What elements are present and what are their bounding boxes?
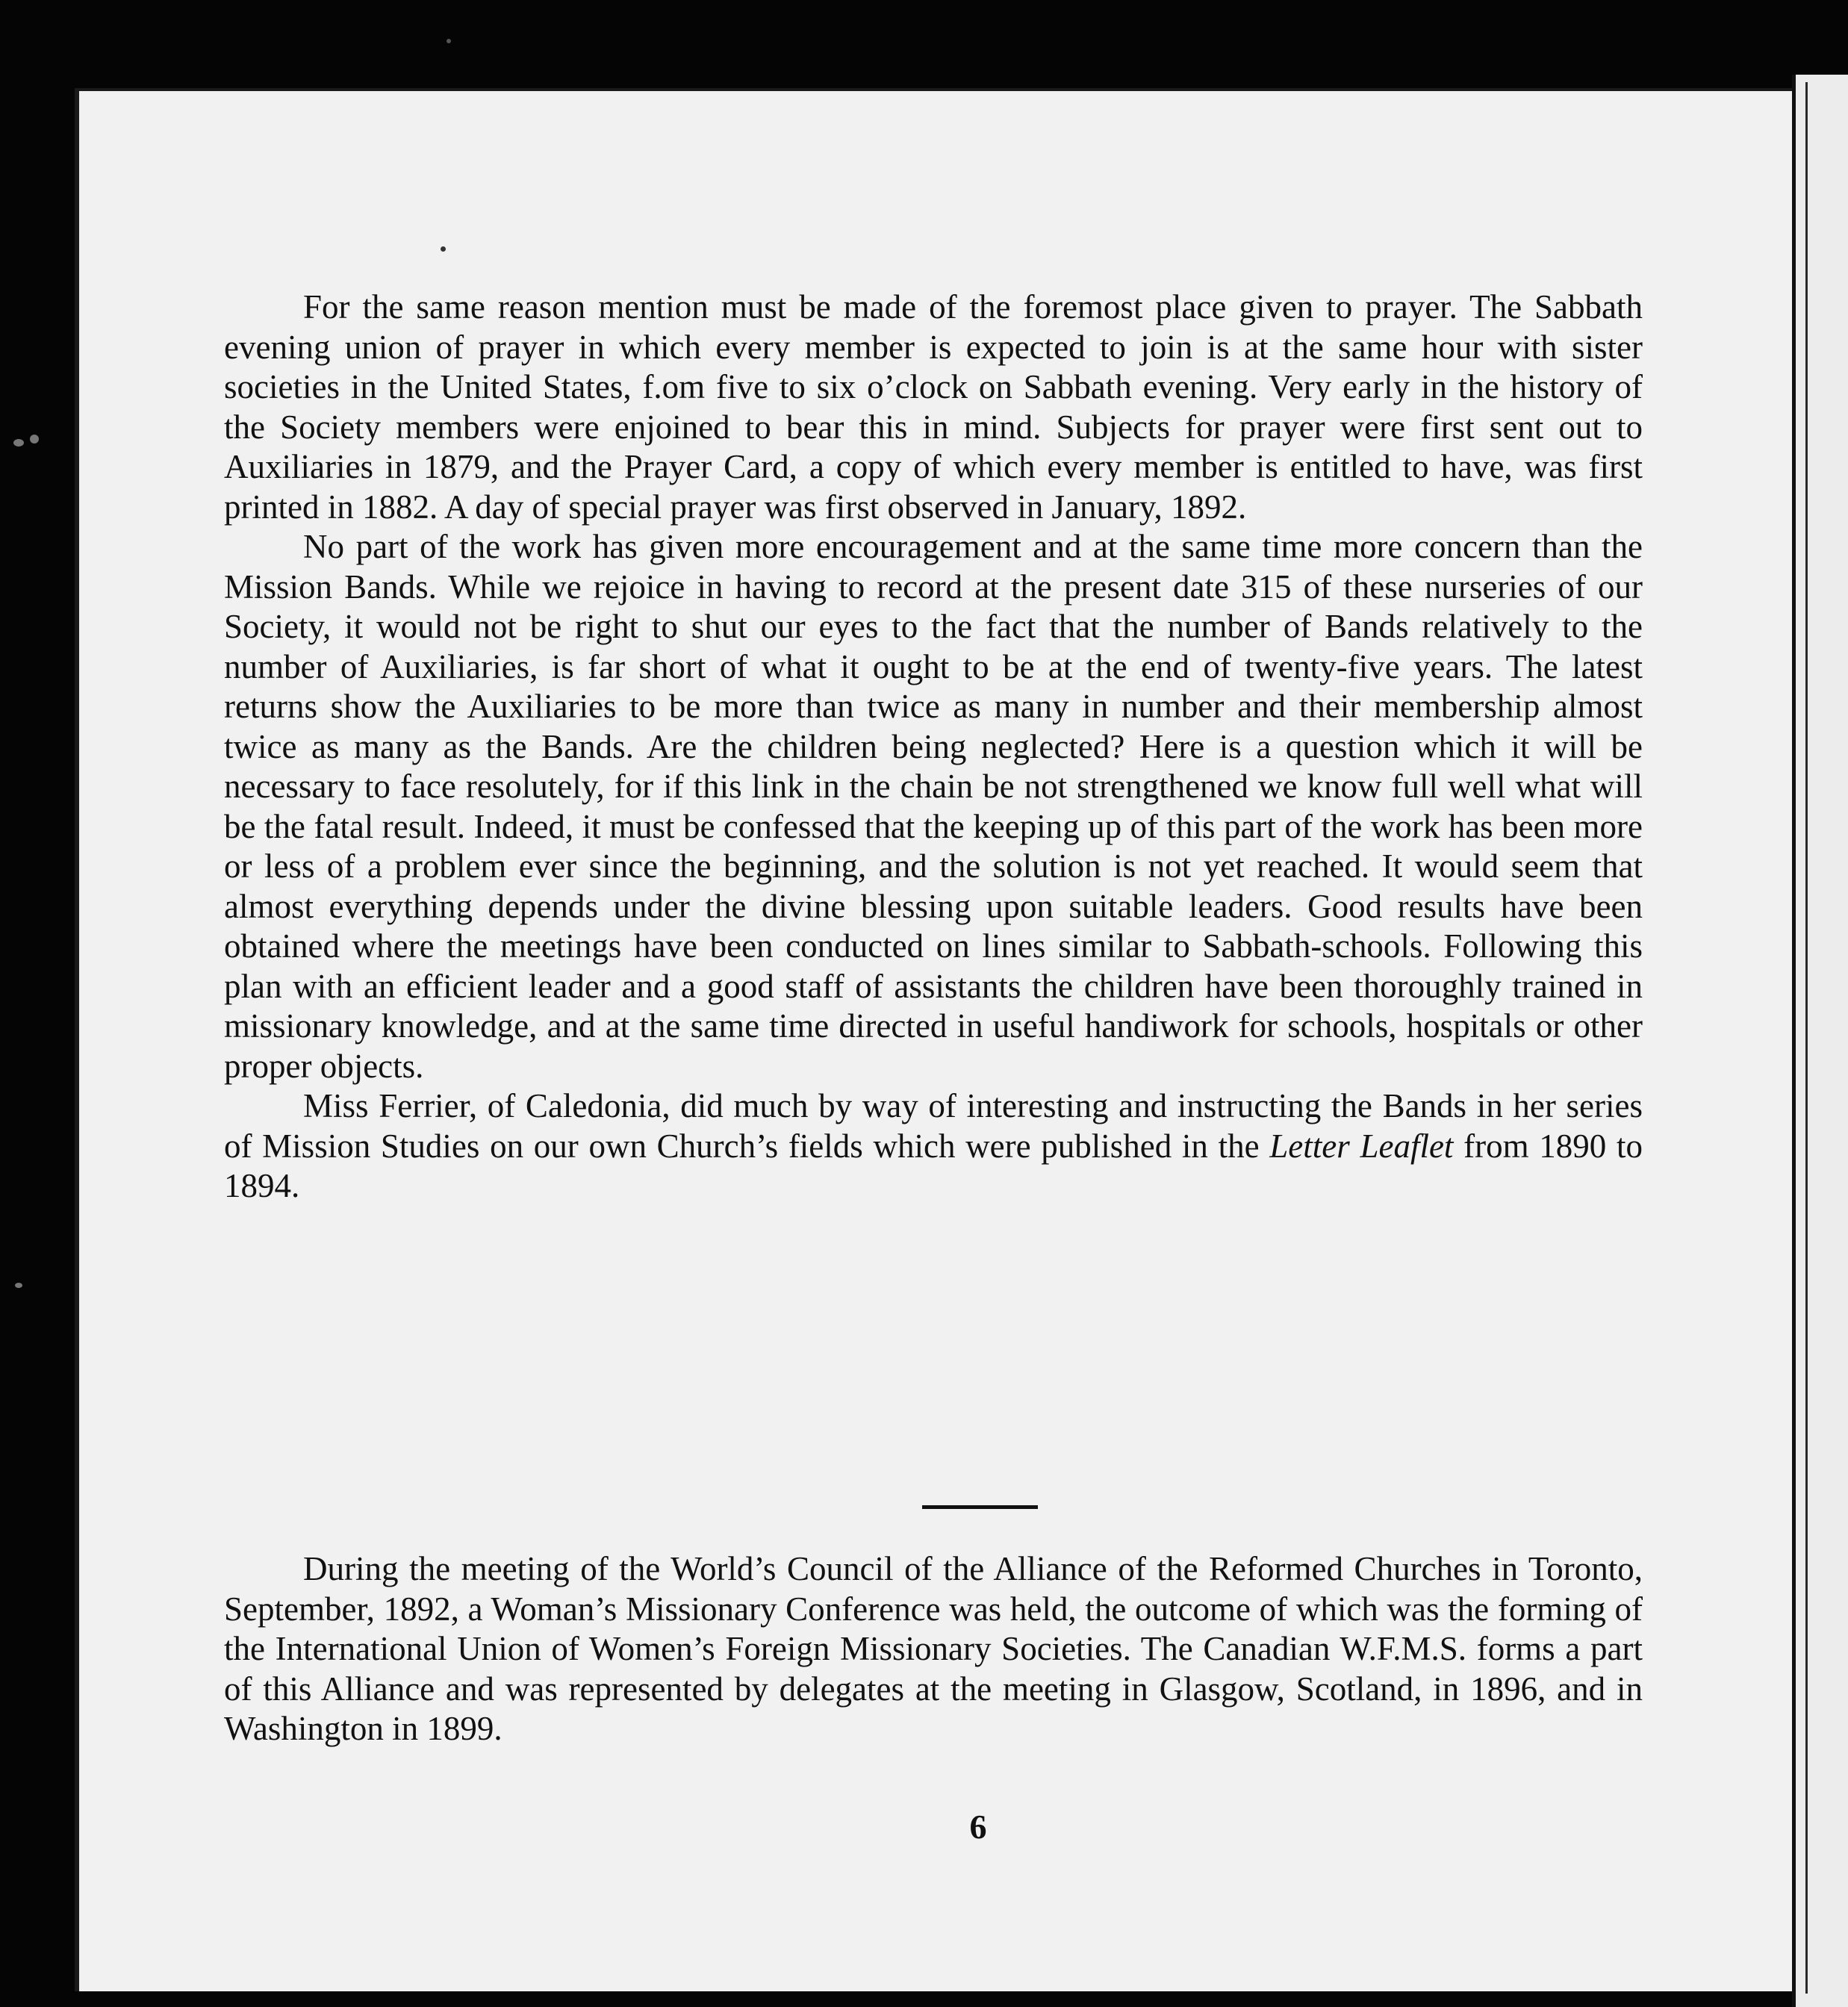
next-page-edge: [1792, 75, 1848, 2007]
scan-speck: [15, 1283, 22, 1288]
body-text-top: [224, 287, 1643, 1207]
ferrier-text-start: Miss Ferrier, of Caledonia, did much by way of interesting and instructing the Bands in her series of Mission Studies on our own Church’s fields which were published in the: [224, 1087, 1643, 1165]
page-fold-line: [1805, 82, 1808, 1994]
scan-speck: [30, 435, 39, 444]
paragraph-mission-bands: No part of the work has given more encouragement and at the same time more concern than the Mission Bands. While we rejoice in having to record at the present date 315 of these nurseries of our Society, it would not be right to shut our eyes to the fact that the number of Bands relatively to the number of Auxiliaries, is far short of what it ought to be at the end of twenty-five years. The latest returns show the Auxiliaries to be more than twice as many in number and their membership almost twice as many as the Bands. Are the children being neglected? Here is a question which it will be necessary to face resolutely, for if this link in the chain be not strengthened we know full well what will be the fatal result. Indeed, it must be confessed that the keeping up of this part of the work has been more or less of a problem ever since the beginning, and the solution is not yet reached. It would seem that almost everything depends under the divine blessing upon suitable leaders. Good results have been obtained where the meetings have been conducted on lines similar to Sabbath-schools. Following this plan with an efficient leader and a good staff of assistants the children have been thoroughly trained in missionary knowledge, and at the same time directed in useful handiwork for schools, hospitals or other proper objects.: [224, 528, 1643, 1085]
scan-speck: [447, 39, 451, 43]
paragraph-miss-ferrier: [224, 1086, 1643, 1207]
paragraph-international-union: During the meeting of the World’s Council of the Alliance of the Reformed Churches in Toronto, September, 1892, a Woman’s Missionary Conference was held, the outcome of which was the forming of the International Union of Women’s Foreign Missionary Societies. The Canadian W.F.M.S. forms a part of this Alliance and was represented by delegates at the meeting in Glasgow, Scotland, in 1896, and in Washington in 1899.: [224, 1550, 1643, 1747]
ferrier-text-end: from 1890 to 1894.: [224, 1127, 1643, 1204]
scan-speck: [441, 246, 446, 252]
page-number: 6: [969, 1808, 987, 1846]
scan-speck: [13, 439, 24, 446]
body-text-bottom: [224, 1549, 1643, 1749]
paragraph-prayer: For the same reason mention must be made of the foremost place given to prayer. The Sabbath evening union of prayer in which every member is expected to join is at the same hour with sister societies in the United States, f.om five to six o’clock on Sabbath evening. Very early in the history of the Society members were enjoined to bear this in mind. Subjects for prayer were first sent out to Auxiliaries in 1879, and the Prayer Card, a copy of which every member is entitled to have, was first printed in 1882. A day of special prayer was first observed in January, 1892.: [224, 288, 1643, 526]
publication-title: Letter Leaflet: [1269, 1127, 1454, 1165]
section-divider: [922, 1505, 1038, 1509]
